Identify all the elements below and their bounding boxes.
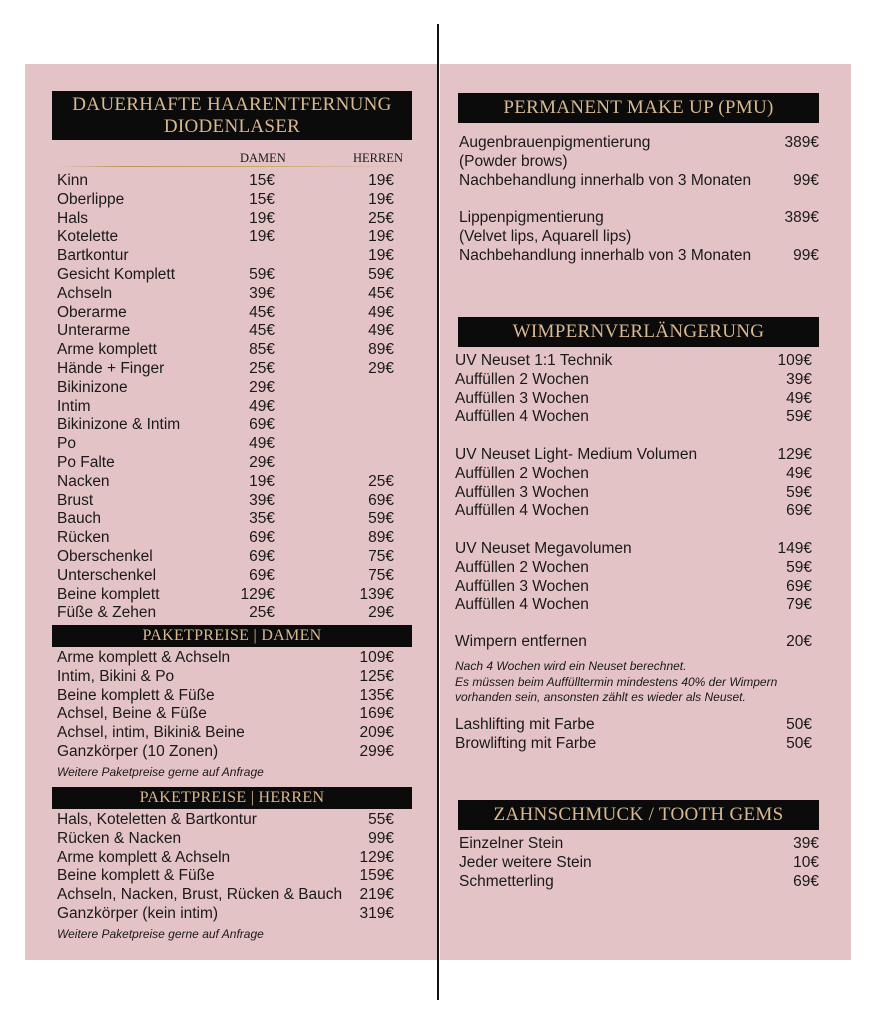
column-header-herren: HERREN <box>353 151 403 165</box>
price-damen: 19€ <box>249 209 275 227</box>
item-name: Hals, Koteletten & Bartkontur <box>57 811 257 828</box>
treatment-name: Arme komplett <box>57 341 157 359</box>
item-price: 389€ <box>784 134 819 151</box>
laser-price-row <box>57 191 397 210</box>
price-herren: 45€ <box>368 284 394 302</box>
item-name: Jeder weitere Stein <box>459 853 592 871</box>
item-price: 109€ <box>777 352 812 369</box>
wimpern-price-row <box>455 735 817 754</box>
laser-price-row <box>57 529 397 548</box>
price-herren: 29€ <box>368 604 394 622</box>
wimpern-price-row <box>455 578 817 597</box>
treatment-name: Kinn <box>57 172 89 189</box>
item-price: 99€ <box>793 171 819 189</box>
item-name: Arme komplett & Achseln <box>57 848 231 866</box>
wimpern-price-row <box>455 446 817 465</box>
price-damen: 15€ <box>249 190 275 208</box>
wimpern-price-row <box>455 540 817 559</box>
pmu-section-header: PERMANENT MAKE UP (PMU) <box>458 93 819 123</box>
price-herren: 59€ <box>368 266 394 283</box>
treatment-name: Bikinizone <box>57 378 128 396</box>
item-name: UV Neuset Light- Medium Volumen <box>455 446 698 463</box>
wimpern-price-row <box>455 390 817 409</box>
center-divider-line <box>437 24 439 1000</box>
item-name: Auffüllen 3 Wochen <box>455 577 589 595</box>
item-name: Schmetterling <box>459 872 554 890</box>
price-herren: 89€ <box>368 529 394 547</box>
paket-damen-header: PAKETPREISE | DAMEN <box>52 625 412 647</box>
treatment-name: Rücken <box>57 529 110 547</box>
laser-price-row <box>57 266 397 285</box>
treatment-name: Oberschenkel <box>57 548 153 565</box>
treatment-name: Unterarme <box>57 322 131 340</box>
laser-price-row <box>57 398 397 417</box>
wimpern-price-row <box>455 559 817 578</box>
item-name: Augenbrauenpigmentierung <box>459 134 651 151</box>
wimpern-price-row <box>455 596 817 615</box>
paket-damen-note: Weitere Paketpreise gerne auf Anfrage <box>57 765 264 779</box>
price-herren: 19€ <box>368 247 394 265</box>
treatment-name: Intim <box>57 397 91 415</box>
price-herren: 29€ <box>368 360 394 377</box>
laser-title-line1: DAUERHAFTE HAARENTFERNUNG <box>72 94 392 115</box>
item-price: 109€ <box>359 649 394 666</box>
item-price: 55€ <box>368 811 394 828</box>
wimpern-note <box>455 659 777 706</box>
wimpern-price-row <box>455 633 817 652</box>
price-damen: 49€ <box>249 397 275 415</box>
item-price: 50€ <box>786 735 812 752</box>
item-price: 169€ <box>359 705 394 723</box>
price-herren: 19€ <box>368 172 394 189</box>
paket-herren-row <box>57 830 397 849</box>
item-price: 389€ <box>784 209 819 227</box>
price-damen: 29€ <box>249 454 275 471</box>
treatment-name: Hals <box>57 209 89 227</box>
treatment-name: Brust <box>57 491 94 509</box>
paket-damen-row <box>57 649 397 668</box>
wimpern-price-row <box>455 465 817 484</box>
item-name: Auffüllen 4 Wochen <box>455 596 589 614</box>
item-name: Ganzkörper (kein intim) <box>57 905 219 922</box>
laser-price-row <box>57 416 397 435</box>
item-price: 59€ <box>786 408 812 426</box>
pmu-price-row <box>459 172 821 191</box>
wimpern-price-row <box>455 484 817 503</box>
laser-price-row <box>57 228 397 247</box>
paket-herren-row <box>57 905 397 924</box>
treatment-name: Unterschenkel <box>57 566 157 584</box>
price-damen: 29€ <box>249 378 275 396</box>
item-name: Nachbehandlung innerhalb von 3 Monaten <box>459 171 752 189</box>
treatment-name: Gesicht Komplett <box>57 266 176 283</box>
laser-price-row <box>57 285 397 304</box>
pmu-price-row <box>459 134 821 153</box>
price-damen: 25€ <box>249 604 275 622</box>
item-price: 135€ <box>359 686 394 704</box>
item-name: Lashlifting mit Farbe <box>455 716 595 733</box>
laser-price-row <box>57 586 397 605</box>
price-herren: 25€ <box>368 209 394 227</box>
treatment-name: Nacken <box>57 472 110 490</box>
laser-price-row <box>57 247 397 266</box>
wimpern-section-header: WIMPERNVERLÄNGERUNG <box>458 317 819 347</box>
item-name: Ganzkörper (10 Zonen) <box>57 743 219 760</box>
price-damen: 25€ <box>249 360 275 377</box>
item-name: Intim, Bikini & Po <box>57 667 175 685</box>
item-name: Wimpern entfernen <box>455 633 587 650</box>
item-price: 219€ <box>359 886 394 904</box>
price-damen: 129€ <box>240 585 275 603</box>
laser-price-row <box>57 473 397 492</box>
item-price: 79€ <box>786 596 812 614</box>
price-damen: 59€ <box>249 266 275 283</box>
wimpern-price-row <box>455 408 817 427</box>
price-herren: 75€ <box>368 566 394 584</box>
laser-price-row <box>57 360 397 379</box>
paket-herren-note: Weitere Paketpreise gerne auf Anfrage <box>57 927 264 941</box>
column-header-damen: DAMEN <box>240 151 286 165</box>
item-price: 59€ <box>786 483 812 501</box>
item-price: 159€ <box>359 867 394 885</box>
item-name: Beine komplett & Füße <box>57 686 215 704</box>
item-price: 50€ <box>786 716 812 733</box>
paket-damen-row <box>57 743 397 762</box>
item-name: Auffüllen 3 Wochen <box>455 483 589 501</box>
treatment-name: Po <box>57 435 76 453</box>
wimpern-price-row <box>455 716 817 735</box>
price-damen: 69€ <box>249 529 275 547</box>
item-price: 39€ <box>786 370 812 388</box>
price-herren: 49€ <box>368 303 394 321</box>
treatment-name: Füße & Zehen <box>57 604 157 622</box>
laser-price-row <box>57 341 397 360</box>
price-damen: 19€ <box>249 472 275 490</box>
paket-herren-row <box>57 886 397 905</box>
item-price: 49€ <box>786 464 812 482</box>
treatment-name: Po Falte <box>57 454 115 471</box>
price-herren: 19€ <box>368 190 394 208</box>
item-name: Achsel, Beine & Füße <box>57 705 207 723</box>
paket-herren-row <box>57 867 397 886</box>
item-name: Auffüllen 2 Wochen <box>455 464 589 482</box>
item-name: Auffüllen 2 Wochen <box>455 558 589 576</box>
paket-herren-row <box>57 811 397 830</box>
price-herren: 75€ <box>368 548 394 565</box>
price-herren: 25€ <box>368 472 394 490</box>
wimpern-price-row <box>455 352 817 371</box>
treatment-name: Achseln <box>57 284 113 302</box>
item-price: 59€ <box>786 558 812 576</box>
laser-price-row <box>57 510 397 529</box>
pmu-price-row <box>459 209 821 228</box>
item-price: 299€ <box>359 743 394 760</box>
item-name: Arme komplett & Achseln <box>57 649 231 666</box>
price-herren: 19€ <box>368 228 394 246</box>
price-herren: 59€ <box>368 510 394 528</box>
item-name: Achsel, intim, Bikini& Beine <box>57 724 245 742</box>
item-name: (Velvet lips, Aquarell lips) <box>459 228 632 245</box>
zahnschmuck-section-header: ZAHNSCHMUCK / TOOTH GEMS <box>458 800 819 830</box>
treatment-name: Kotelette <box>57 228 119 246</box>
paket-damen-row <box>57 724 397 743</box>
price-damen: 39€ <box>249 284 275 302</box>
laser-price-row <box>57 172 397 191</box>
price-damen: 69€ <box>249 566 275 584</box>
item-name: Auffüllen 3 Wochen <box>455 389 589 407</box>
price-damen: 69€ <box>249 416 275 434</box>
item-price: 99€ <box>793 246 819 264</box>
paket-herren-header: PAKETPREISE | HERREN <box>52 787 412 809</box>
wimpern-price-row <box>455 502 817 521</box>
laser-price-row <box>57 492 397 511</box>
gold-separator-line <box>55 166 407 167</box>
wimpern-note-line2: Es müssen beim Auffülltermin mindestens 40% der Wimpern <box>455 674 778 689</box>
item-price: 69€ <box>786 577 812 595</box>
item-price: 319€ <box>359 905 394 922</box>
wimpern-price-row <box>455 371 817 390</box>
item-price: 69€ <box>793 872 819 890</box>
item-price: 99€ <box>368 829 394 847</box>
laser-price-row <box>57 322 397 341</box>
paket-damen-row <box>57 687 397 706</box>
item-name: Browlifting mit Farbe <box>455 735 597 752</box>
laser-price-row <box>57 604 397 623</box>
laser-price-row <box>57 454 397 473</box>
item-name: UV Neuset 1:1 Technik <box>455 352 613 369</box>
wimpern-note-line1: Nach 4 Wochen wird ein Neuset berechnet. <box>455 659 687 673</box>
laser-section-header <box>52 91 412 140</box>
price-damen: 15€ <box>249 172 275 189</box>
wimpern-note-line3: vorhanden sein, ansonsten zählt es wieder als Neuset. <box>455 690 746 704</box>
item-name: Achseln, Nacken, Brust, Rücken & Bauch <box>57 886 343 904</box>
item-price: 39€ <box>793 835 819 852</box>
item-name: (Powder brows) <box>459 152 568 170</box>
laser-price-row <box>57 210 397 229</box>
item-name: Rücken & Nacken <box>57 829 182 847</box>
price-damen: 19€ <box>249 228 275 246</box>
item-name: Beine komplett & Füße <box>57 867 215 885</box>
pmu-price-row <box>459 153 821 172</box>
laser-price-row <box>57 304 397 323</box>
item-price: 209€ <box>359 724 394 742</box>
item-price: 129€ <box>777 446 812 463</box>
paket-damen-row <box>57 705 397 724</box>
item-name: Nachbehandlung innerhalb von 3 Monaten <box>459 246 752 264</box>
price-damen: 35€ <box>249 510 275 528</box>
treatment-name: Oberlippe <box>57 190 125 208</box>
treatment-name: Oberarme <box>57 303 127 321</box>
item-price: 149€ <box>777 540 812 557</box>
laser-price-row <box>57 567 397 586</box>
price-herren: 89€ <box>368 341 394 359</box>
paket-damen-row <box>57 668 397 687</box>
item-name: Lippenpigmentierung <box>459 209 604 227</box>
zahnschmuck-row <box>459 835 821 854</box>
item-price: 69€ <box>786 502 812 520</box>
price-damen: 85€ <box>249 341 275 359</box>
zahnschmuck-row <box>459 873 821 892</box>
treatment-name: Beine komplett <box>57 585 160 603</box>
price-damen: 45€ <box>249 322 275 340</box>
price-damen: 39€ <box>249 491 275 509</box>
item-price: 20€ <box>786 633 812 650</box>
treatment-name: Bauch <box>57 510 101 528</box>
item-price: 129€ <box>359 848 394 866</box>
price-herren: 139€ <box>359 585 394 603</box>
price-herren: 49€ <box>368 322 394 340</box>
item-name: Auffüllen 2 Wochen <box>455 370 589 388</box>
paket-herren-row <box>57 849 397 868</box>
price-damen: 45€ <box>249 303 275 321</box>
price-herren: 69€ <box>368 491 394 509</box>
treatment-name: Bikinizone & Intim <box>57 416 181 434</box>
treatment-name: Bartkontur <box>57 247 129 265</box>
item-price: 125€ <box>359 667 394 685</box>
item-name: UV Neuset Megavolumen <box>455 540 632 557</box>
price-damen: 69€ <box>249 548 275 565</box>
pmu-price-row <box>459 228 821 247</box>
item-name: Auffüllen 4 Wochen <box>455 408 589 426</box>
price-damen: 49€ <box>249 435 275 453</box>
laser-title-line2: DIODENLASER <box>163 116 301 137</box>
item-name: Auffüllen 4 Wochen <box>455 502 589 520</box>
laser-price-row <box>57 379 397 398</box>
item-price: 49€ <box>786 389 812 407</box>
pmu-price-row <box>459 247 821 266</box>
item-name: Einzelner Stein <box>459 835 564 852</box>
item-price: 10€ <box>793 853 819 871</box>
zahnschmuck-row <box>459 854 821 873</box>
treatment-name: Hände + Finger <box>57 360 165 377</box>
laser-price-row <box>57 548 397 567</box>
laser-price-row <box>57 435 397 454</box>
